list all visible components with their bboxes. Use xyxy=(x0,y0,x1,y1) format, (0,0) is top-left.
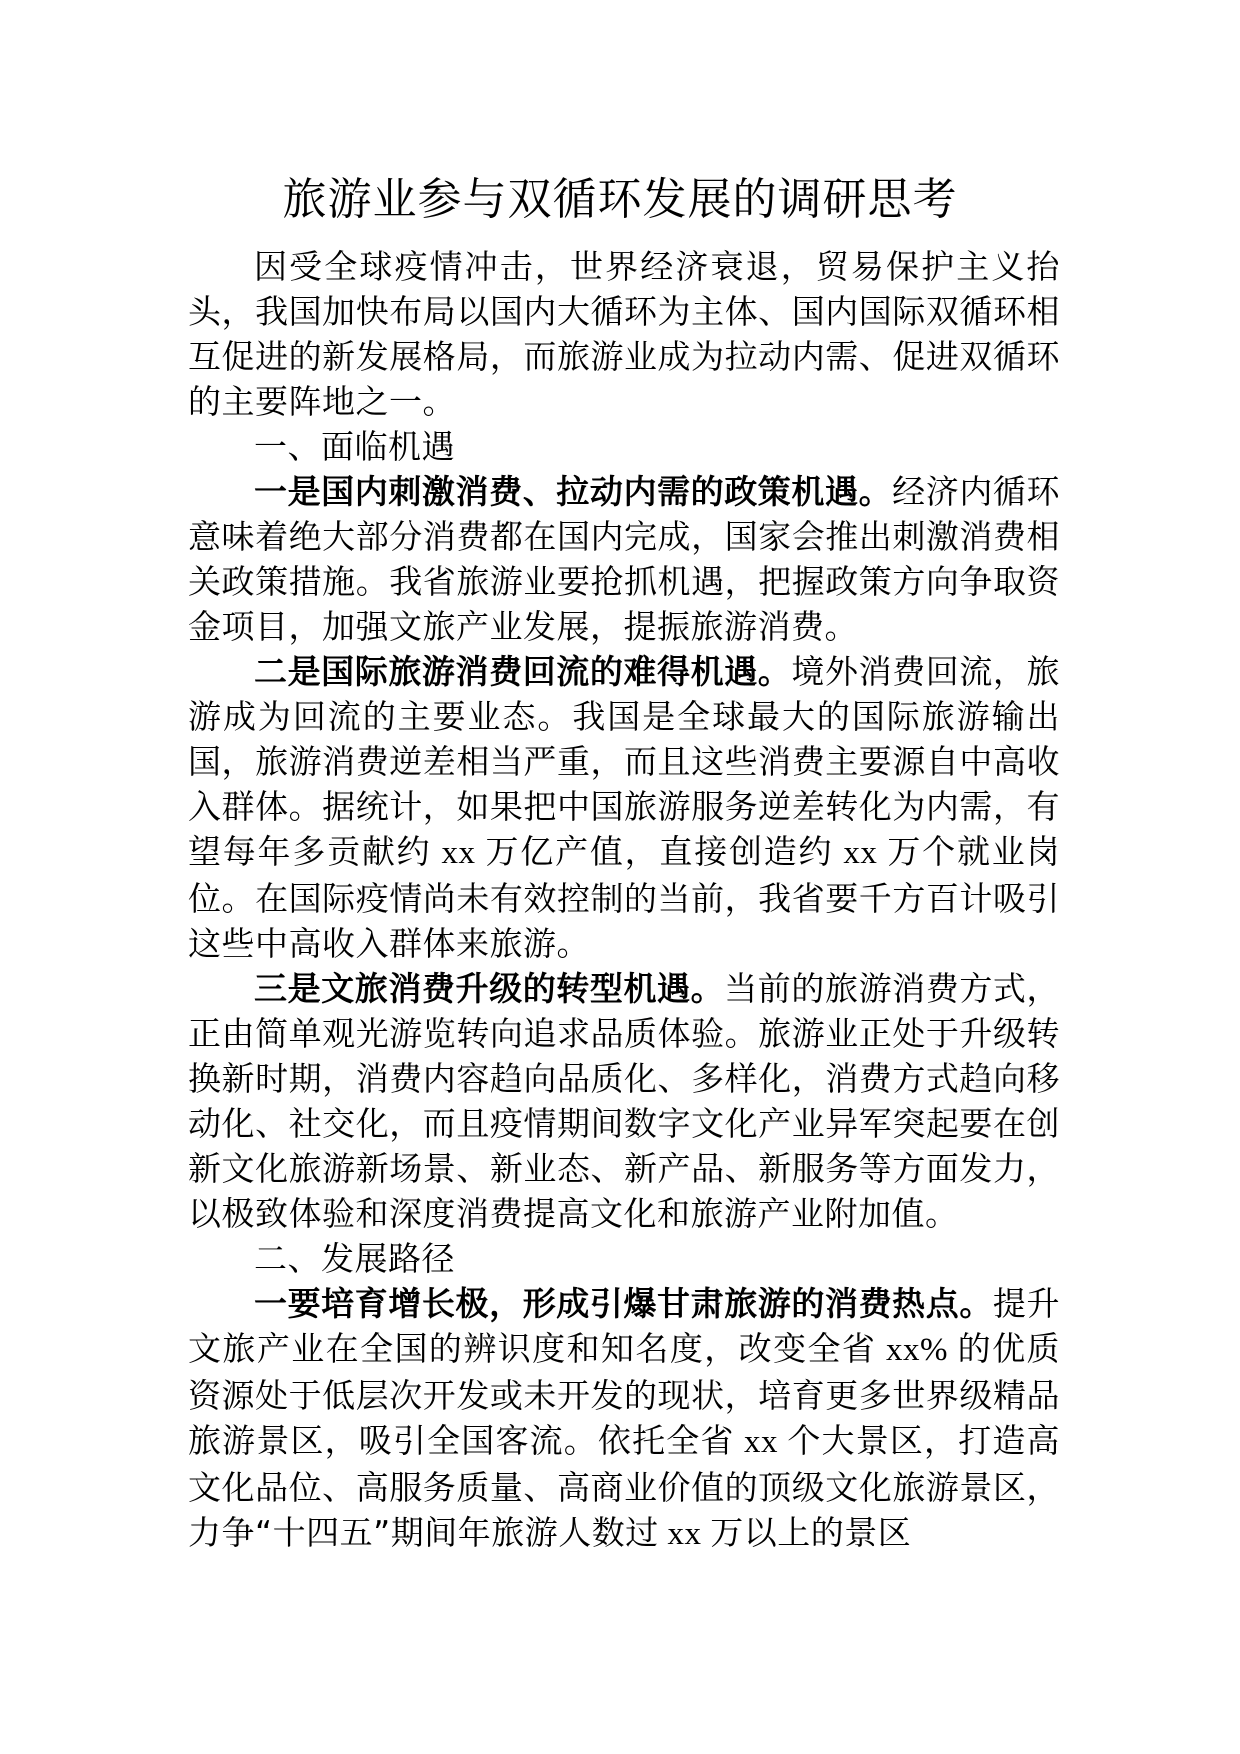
path-1-text-c: 个大景区，打造高文化品位、高服务质量、高商业价值的顶级文化旅游景区，力争“十四五”期间年旅游人数过 xyxy=(188,1421,1061,1552)
path-1-var-3: xx xyxy=(658,1516,711,1552)
opportunity-paragraph-1 xyxy=(188,469,1060,649)
path-1-text-a: 提升文旅产业在全国的辨识度和知名度，改变全省 xyxy=(188,1284,1061,1368)
section-heading-paths: 二、发展路径 xyxy=(254,1239,455,1278)
opportunity-1-lead: 一是国内刺激消费、拉动内需的政策机遇。 xyxy=(254,472,893,511)
opportunity-3-lead: 三是文旅消费升级的转型机遇。 xyxy=(254,969,725,1008)
opportunity-2-text-b: 万亿产值，直接创造约 xyxy=(485,832,834,871)
opportunity-2-var-1: xx xyxy=(431,835,486,871)
path-paragraph-1 xyxy=(188,1281,1060,1557)
section-heading-opportunities: 一、面临机遇 xyxy=(254,427,455,466)
path-1-text-b: 的优质资源处于低层次开发或未开发的现状，培育更多世界级精品旅游景区，吸引全国客流。依托全省 xyxy=(188,1329,1061,1460)
document-body xyxy=(188,244,1060,1557)
opportunity-2-text-c: 万个就业岗位。在国际疫情尚未有效控制的当前，我省要千方百计吸引这些中高收入群体来旅游。 xyxy=(188,832,1061,963)
opportunity-2-text-a: 境外消费回流，旅游成为回流的主要业态。我国是全球最大的国际旅游输出国，旅游消费逆差相当严重，而且这些消费主要源自中高收入群体。据统计，如果把中国旅游服务逆差转化为内需，有望每年多贡献约 xyxy=(188,652,1061,871)
opportunity-2-var-2: xx xyxy=(833,835,888,871)
opportunity-paragraph-2 xyxy=(188,649,1060,966)
path-1-text-d: 万以上的景区 xyxy=(710,1513,912,1552)
path-1-var-1: xx% xyxy=(876,1332,958,1368)
opportunity-1-text: 经济内循环意味着绝大部分消费都在国内完成，国家会推出刺激消费相关政策措施。我省旅游业要抢抓机遇，把握政策方向争取资金项目，加强文旅产业发展，提振旅游消费。 xyxy=(188,472,1061,646)
path-1-var-2: xx xyxy=(734,1424,788,1460)
path-1-lead: 一要培育增长极，形成引爆甘肃旅游的消费热点。 xyxy=(254,1284,993,1323)
opportunity-2-lead: 二是国际旅游消费回流的难得机遇。 xyxy=(254,652,792,691)
intro-paragraph: 因受全球疫情冲击，世界经济衰退，贸易保护主义抬头，我国加快布局以国内大循环为主体、国内国际双循环相互促进的新发展格局，而旅游业成为拉动内需、促进双循环的主要阵地之一。 xyxy=(188,247,1060,421)
document-title: 旅游业参与双循环发展的调研思考 xyxy=(282,174,958,225)
opportunity-paragraph-3 xyxy=(188,966,1060,1236)
opportunity-3-text: 当前的旅游消费方式，正由简单观光游览转向追求品质体验。旅游业正处于升级转换新时期，消费内容趋向品质化、多样化，消费方式趋向移动化、社交化，而且疫情期间数字文化产业异军突起要在创新文化旅游新场景、新业态、新产品、新服务等方面发力，以极致体验和深度消费提高文化和旅游产业附加值。 xyxy=(188,969,1061,1233)
